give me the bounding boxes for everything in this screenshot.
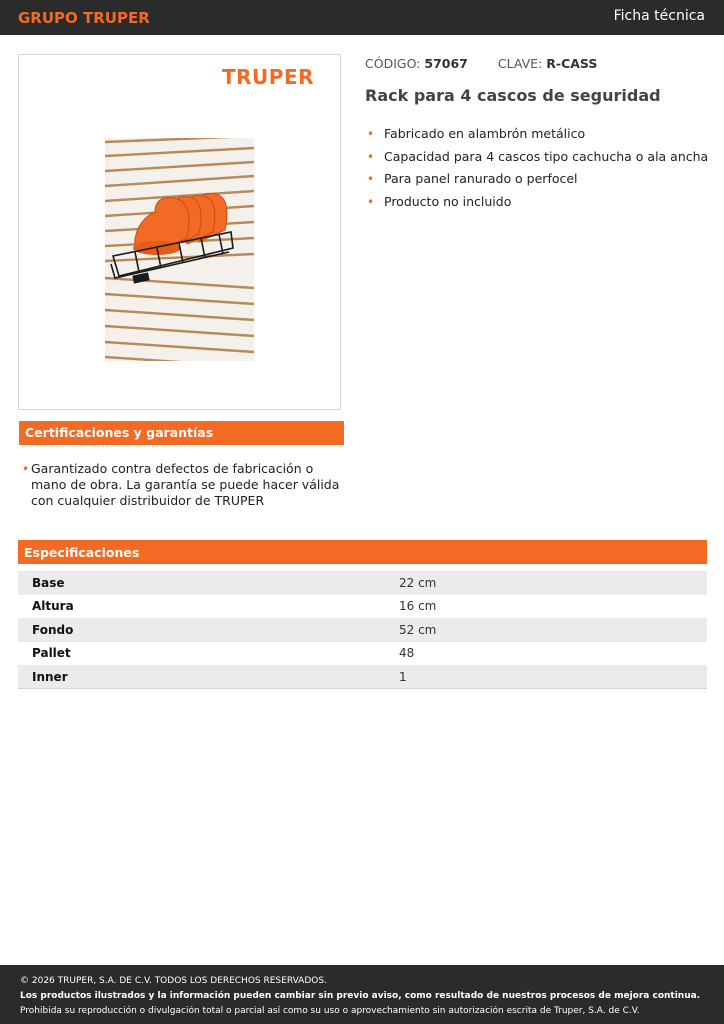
key-label: CLAVE: [497, 56, 543, 71]
prohibition-notice: Prohibida su reproducción o divulgación total o parcial así como su uso o aprovechamiento sin autorización escrita de Truper, S.A. de C.V. [20, 1005, 640, 1016]
change-notice: Los productos ilustrados y la información pueden cambiar sin previo aviso, como resultado de nuestros procesos de mejora continua. [20, 990, 701, 1001]
table-row: Base 22 cm [18, 571, 707, 595]
product-image-panel [18, 54, 341, 410]
table-row: Inner 1 [18, 665, 707, 689]
feature-item: • Producto no incluido [367, 193, 512, 209]
table-divider [18, 688, 707, 689]
product-codes [365, 56, 597, 71]
specifications-table [18, 571, 707, 689]
warranty-text: Garantizado contra defectos de fabricación o mano de obra. La garantía se puede hacer válida con cualquier distribuidor de TRUPER [31, 461, 340, 508]
top-bar [0, 0, 724, 35]
feature-item: • Capacidad para 4 cascos tipo cachucha o ala ancha [367, 148, 709, 164]
table-row: Fondo 52 cm [18, 618, 707, 642]
table-row: Altura 16 cm [18, 595, 707, 619]
bullet-icon: • [367, 127, 375, 141]
brand-logo: GRUPO TRUPER [18, 9, 150, 27]
document-type: Ficha técnica [613, 8, 705, 24]
bullet-icon: • [367, 194, 375, 209]
specifications-heading: Especificaciones [18, 540, 707, 564]
bullet-icon: • [367, 149, 375, 164]
code-label: CÓDIGO: [365, 56, 421, 71]
certifications-heading: Certificaciones y garantías [19, 421, 344, 445]
bullet-icon: • [367, 172, 375, 186]
bullet-icon: • [22, 462, 30, 476]
certifications-text [22, 461, 342, 509]
helmet-rack-photo [105, 138, 254, 361]
product-key: R-CASS [546, 56, 598, 71]
truper-logo: TRUPER [222, 65, 315, 89]
feature-item: • Fabricado en alambrón metálico [367, 126, 586, 141]
product-title: Rack para 4 cascos de seguridad [365, 86, 661, 105]
copyright-text: © 2026 TRUPER, S.A. DE C.V. TODOS LOS DERECHOS RESERVADOS. [20, 976, 327, 986]
feature-item: • Para panel ranurado o perfocel [367, 171, 578, 186]
product-code: 57067 [424, 56, 468, 71]
footer [0, 965, 724, 1024]
table-row: Pallet 48 [18, 642, 707, 666]
feature-list [365, 126, 708, 216]
